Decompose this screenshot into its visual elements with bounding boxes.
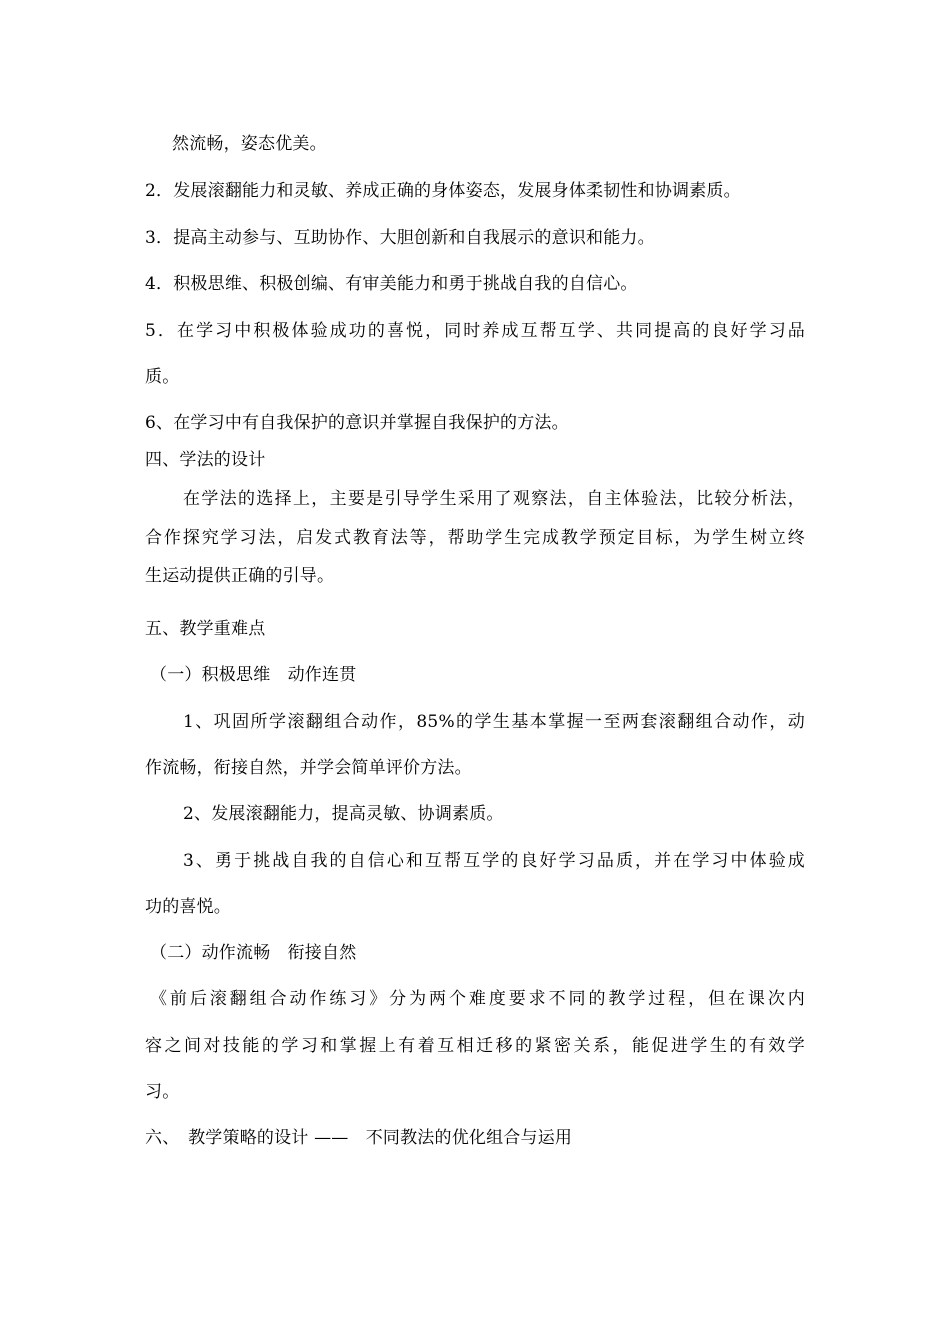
- text-line: 1、巩固所学滚翻组合动作，85%的学生基本掌握一至两套滚翻组合动作，动: [183, 712, 805, 732]
- subsection-heading: （二）动作流畅 衔接自然: [150, 943, 357, 963]
- text-line: 在学法的选择上，主要是引导学生采用了观察法，自主体验法，比较分析法，: [183, 489, 805, 509]
- text-line: 6、在学习中有自我保护的意识并掌握自我保护的方法。: [145, 413, 569, 433]
- text-line: 容之间对技能的学习和掌握上有着互相迁移的紧密关系，能促进学生的有效学: [145, 1036, 805, 1056]
- text-line: 5．在学习中积极体验成功的喜悦，同时养成互帮互学、共同提高的良好学习品: [145, 321, 805, 341]
- section-heading: 四、学法的设计: [145, 450, 266, 470]
- text-line: 3、勇于挑战自我的自信心和互帮互学的良好学习品质，并在学习中体验成: [183, 851, 805, 871]
- text-line: 功的喜悦。: [145, 897, 231, 917]
- text-line: 2、发展滚翻能力，提高灵敏、协调素质。: [183, 804, 504, 824]
- subsection-heading: （一）积极思维 动作连贯: [150, 665, 357, 685]
- text-line: 《前后滚翻组合动作练习》分为两个难度要求不同的教学过程，但在课次内: [150, 989, 805, 1009]
- text-line: 3．提高主动参与、互助协作、大胆创新和自我展示的意识和能力。: [145, 228, 655, 248]
- section-heading: 五、教学重难点: [145, 619, 266, 639]
- section-heading: 六、 教学策略的设计 —— 不同教法的优化组合与运用: [145, 1128, 573, 1148]
- text-line: 4．积极思维、积极创编、有审美能力和勇于挑战自我的自信心。: [145, 274, 638, 294]
- text-line: 作流畅，衔接自然，并学会简单评价方法。: [145, 758, 472, 778]
- text-line: 习。: [145, 1082, 180, 1102]
- text-line: 然流畅，姿态优美。: [172, 134, 327, 154]
- text-line: 2．发展滚翻能力和灵敏、养成正确的身体姿态，发展身体柔韧性和协调素质。: [145, 181, 741, 201]
- text-line: 生运动提供正确的引导。: [145, 566, 335, 586]
- text-line: 合作探究学习法，启发式教育法等，帮助学生完成教学预定目标，为学生树立终: [145, 528, 805, 548]
- text-line: 质。: [145, 367, 180, 387]
